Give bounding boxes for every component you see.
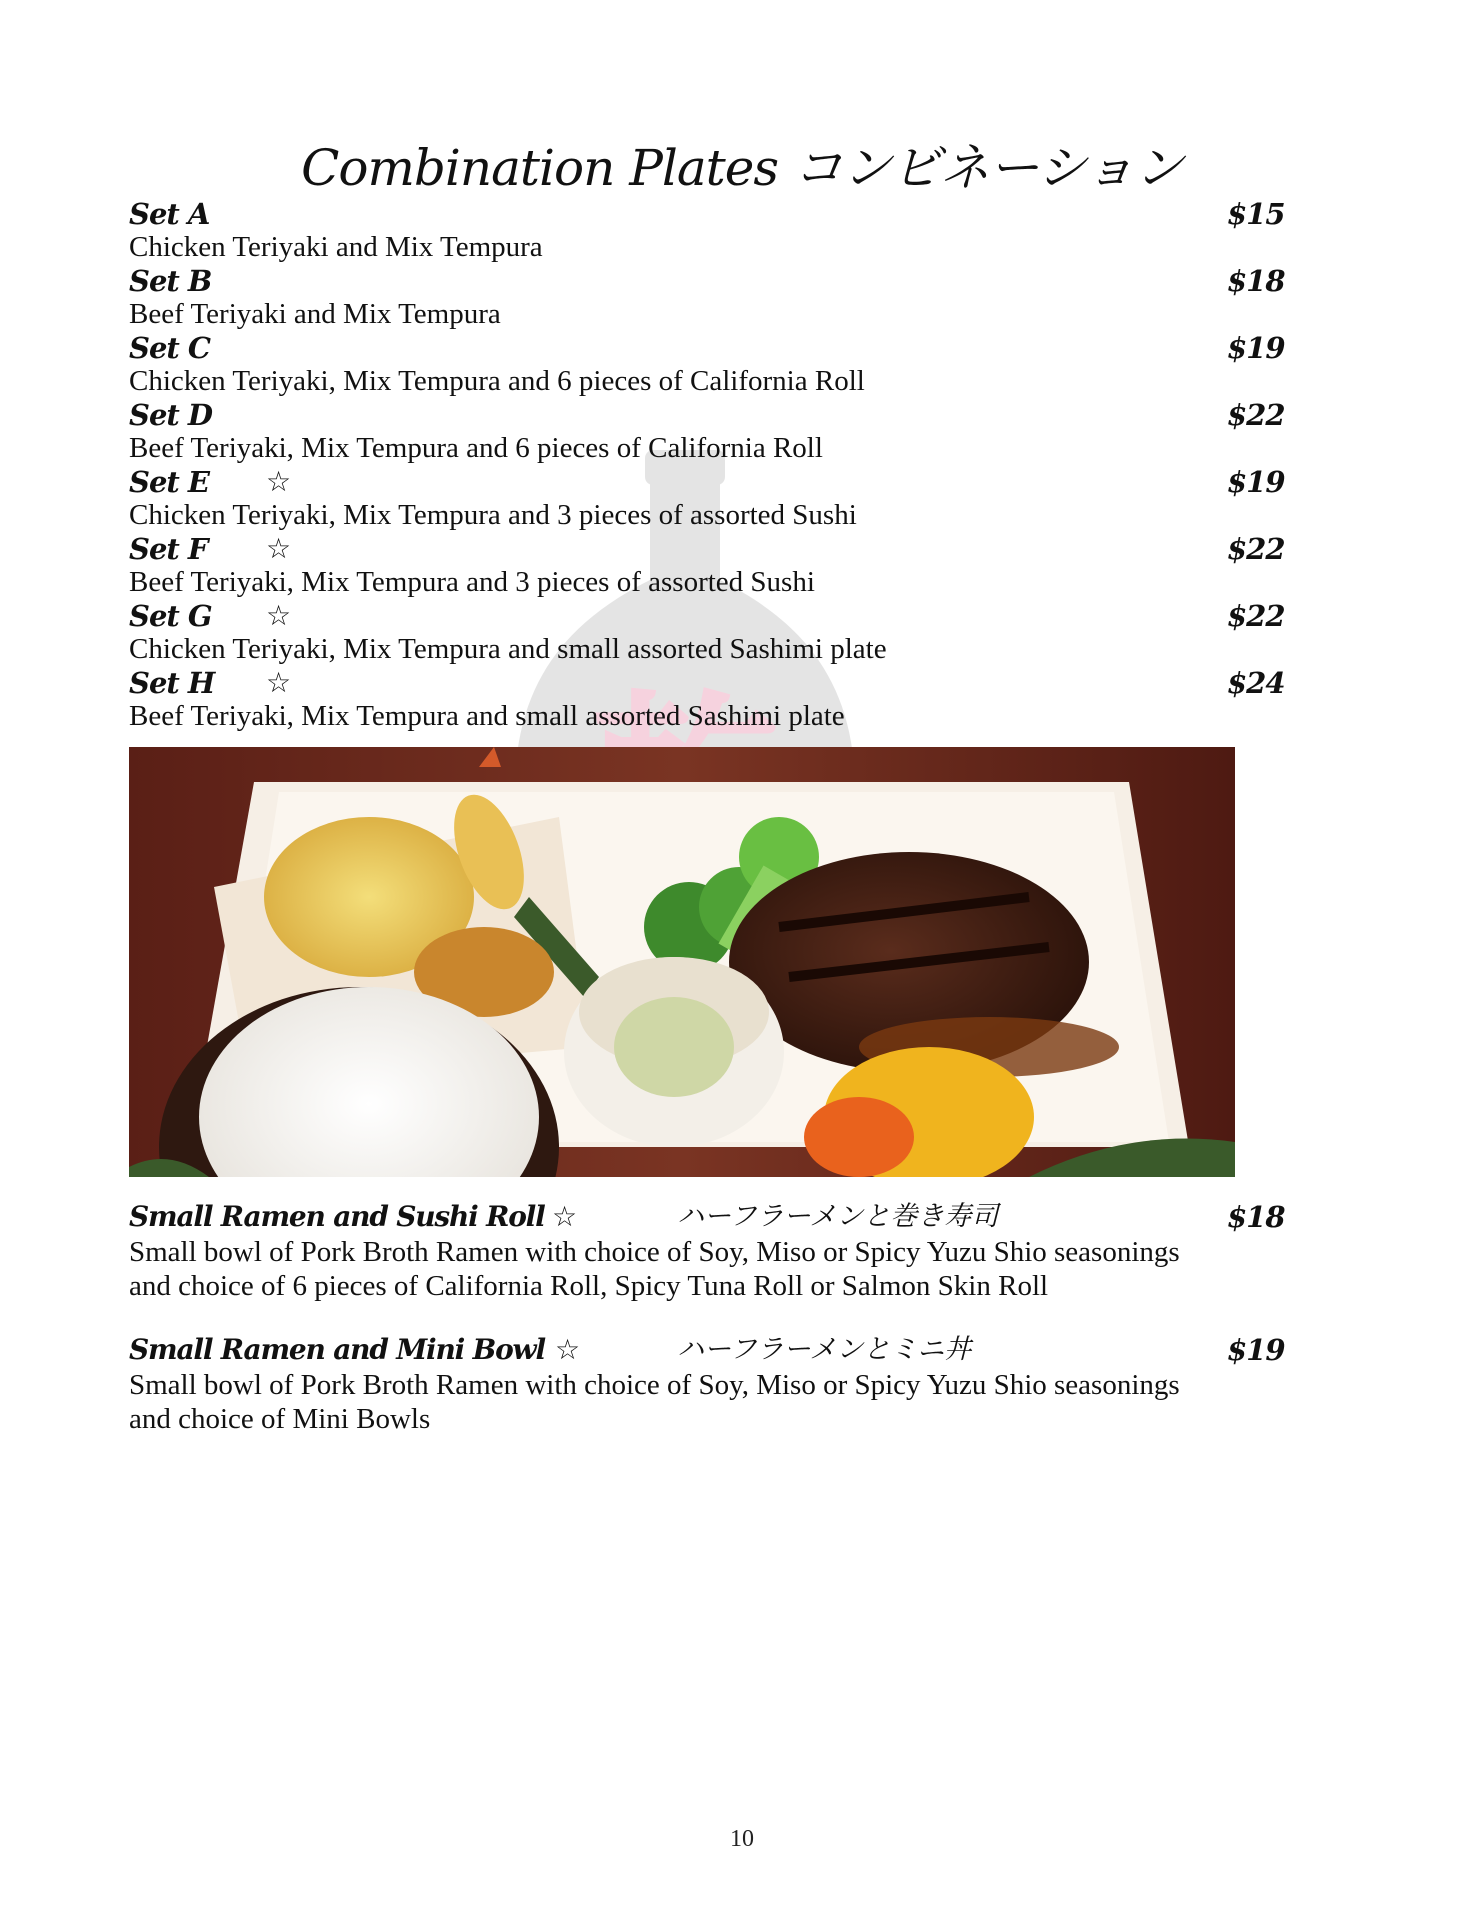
set-price: $22 (1227, 599, 1285, 633)
set-name: Set D (129, 398, 213, 432)
set-item (129, 465, 1289, 532)
set-price: $22 (1227, 398, 1285, 432)
set-price: $22 (1227, 532, 1285, 566)
ramen-item (129, 1332, 1329, 1436)
set-price: $18 (1227, 264, 1285, 298)
ramen-item (129, 1199, 1329, 1303)
set-item (129, 398, 1289, 465)
set-description: Beef Teriyaki and Mix Tempura (129, 298, 501, 330)
set-item (129, 331, 1289, 398)
ramen-item-japanese-name: ハーフラーメンとミニ丼 (677, 1334, 972, 1365)
ramen-item-description-line-1: Small bowl of Pork Broth Ramen with choice of Soy, Miso or Spicy Yuzu Shio seasonings (129, 1369, 1180, 1401)
set-name: Set E (129, 465, 209, 499)
recommended-star-icon: ☆ (266, 532, 292, 565)
set-price: $19 (1227, 465, 1285, 499)
recommended-star-icon: ☆ (266, 465, 292, 498)
recommended-star-icon: ☆ (266, 599, 292, 632)
set-description: Chicken Teriyaki, Mix Tempura and 6 pieces of California Roll (129, 365, 865, 397)
ramen-item-description-line-2: and choice of Mini Bowls (129, 1403, 431, 1435)
set-item (129, 532, 1289, 599)
ramen-item-price: $19 (1227, 1333, 1285, 1367)
set-name: Set B (129, 264, 212, 298)
ramen-item-japanese-name: ハーフラーメンと巻き寿司 (677, 1201, 999, 1232)
set-item (129, 599, 1289, 666)
recommended-star-icon: ☆ (266, 666, 292, 699)
set-name: Set A (129, 197, 210, 231)
set-item (129, 197, 1289, 264)
recommended-star-icon: ☆ (552, 1200, 578, 1233)
page-title: Combination Plates コンビネーション (301, 139, 1183, 197)
set-description: Beef Teriyaki, Mix Tempura and small assorted Sashimi plate (129, 700, 845, 732)
food-photo (129, 747, 1235, 1177)
set-name: Set F (129, 532, 208, 566)
recommended-star-icon: ☆ (555, 1333, 581, 1366)
set-description: Beef Teriyaki, Mix Tempura and 3 pieces of assorted Sushi (129, 566, 815, 598)
set-description: Chicken Teriyaki, Mix Tempura and 3 pieces of assorted Sushi (129, 499, 857, 531)
set-price: $24 (1227, 666, 1285, 700)
set-price: $15 (1227, 197, 1285, 231)
ramen-item-price: $18 (1227, 1200, 1285, 1234)
set-description: Chicken Teriyaki and Mix Tempura (129, 231, 543, 263)
ramen-item-name: Small Ramen and Mini Bowl (129, 1333, 545, 1366)
ramen-item-description-line-2: and choice of 6 pieces of California Roll, Spicy Tuna Roll or Salmon Skin Roll (129, 1270, 1049, 1302)
set-name: Set C (129, 331, 210, 365)
set-item (129, 264, 1289, 331)
set-description: Chicken Teriyaki, Mix Tempura and small assorted Sashimi plate (129, 633, 887, 665)
set-description: Beef Teriyaki, Mix Tempura and 6 pieces of California Roll (129, 432, 823, 464)
set-name: Set H (129, 666, 215, 700)
teriyaki-tempura-plate-photo (129, 747, 1235, 1177)
combination-sets-list (129, 197, 1289, 733)
ramen-item-name: Small Ramen and Sushi Roll (129, 1200, 545, 1233)
set-name: Set G (129, 599, 212, 633)
set-item (129, 666, 1289, 733)
set-price: $19 (1227, 331, 1285, 365)
ramen-item-description-line-1: Small bowl of Pork Broth Ramen with choice of Soy, Miso or Spicy Yuzu Shio seasonings (129, 1236, 1180, 1268)
page-number: 10 (730, 1826, 754, 1852)
